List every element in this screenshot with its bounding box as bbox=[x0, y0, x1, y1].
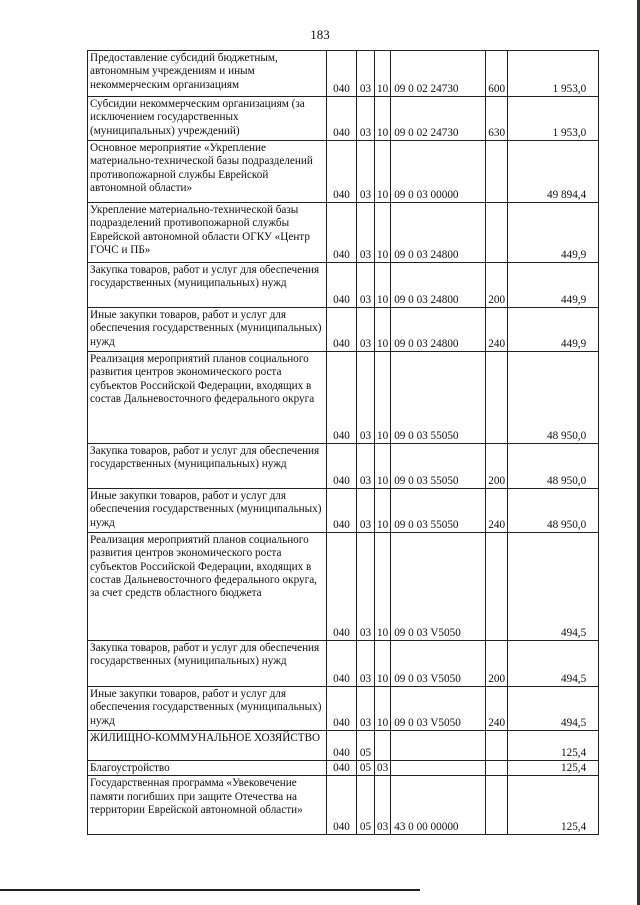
ministry-code: 040 bbox=[327, 489, 357, 533]
subsection-code: 10 bbox=[375, 352, 391, 444]
amount: 125,4 bbox=[508, 731, 599, 761]
program-code bbox=[391, 761, 486, 776]
amount: 449,9 bbox=[508, 263, 599, 308]
amount: 49 894,4 bbox=[508, 141, 599, 203]
table-row bbox=[88, 141, 599, 203]
amount: 1 953,0 bbox=[508, 51, 599, 97]
amount: 494,5 bbox=[508, 687, 599, 731]
page-number: 183 bbox=[310, 27, 330, 42]
row-name: Иные закупки товаров, работ и услуг для обеспечения государственных (муниципальных) нужд bbox=[88, 687, 327, 731]
row-name: Укрепление материально-технической базы подразделений противопожарной службы Еврейской автономной области ОГКУ «Центр ГОЧС и ПБ» bbox=[88, 203, 327, 263]
expense-type-code: 600 bbox=[486, 51, 508, 97]
ministry-code: 040 bbox=[327, 97, 357, 141]
section-code: 03 bbox=[357, 489, 375, 533]
expense-type-code: 240 bbox=[486, 489, 508, 533]
section-code: 03 bbox=[357, 641, 375, 687]
section-code: 05 bbox=[357, 776, 375, 835]
subsection-code: 10 bbox=[375, 263, 391, 308]
bottom-rule bbox=[0, 889, 420, 891]
amount: 494,5 bbox=[508, 533, 599, 641]
section-code: 03 bbox=[357, 203, 375, 263]
amount: 48 950,0 bbox=[508, 444, 599, 489]
ministry-code: 040 bbox=[327, 203, 357, 263]
expense-type-code: 200 bbox=[486, 641, 508, 687]
program-code: 09 0 03 V5050 bbox=[391, 533, 486, 641]
subsection-code: 10 bbox=[375, 308, 391, 352]
ministry-code: 040 bbox=[327, 533, 357, 641]
ministry-code: 040 bbox=[327, 352, 357, 444]
ministry-code: 040 bbox=[327, 776, 357, 835]
row-name: ЖИЛИЩНО-КОММУНАЛЬНОЕ ХОЗЯЙСТВО bbox=[88, 731, 327, 761]
table-row bbox=[88, 489, 599, 533]
table-row bbox=[88, 731, 599, 761]
subsection-code: 10 bbox=[375, 489, 391, 533]
row-name: Предоставление субсидий бюджетным, автономным учреждениям и иным некоммерческим организациям bbox=[88, 51, 327, 97]
row-name: Иные закупки товаров, работ и услуг для обеспечения государственных (муниципальных) нужд bbox=[88, 308, 327, 352]
amount: 48 950,0 bbox=[508, 352, 599, 444]
program-code: 43 0 00 00000 bbox=[391, 776, 486, 835]
section-code: 05 bbox=[357, 731, 375, 761]
program-code: 09 0 03 24800 bbox=[391, 308, 486, 352]
program-code: 09 0 03 V5050 bbox=[391, 641, 486, 687]
expense-type-code: 630 bbox=[486, 97, 508, 141]
expense-type-code bbox=[486, 203, 508, 263]
subsection-code: 03 bbox=[375, 761, 391, 776]
ministry-code: 040 bbox=[327, 731, 357, 761]
subsection-code: 10 bbox=[375, 687, 391, 731]
expense-type-code bbox=[486, 141, 508, 203]
table-row bbox=[88, 51, 599, 97]
subsection-code: 10 bbox=[375, 141, 391, 203]
ministry-code: 040 bbox=[327, 51, 357, 97]
amount: 48 950,0 bbox=[508, 489, 599, 533]
row-name: Закупка товаров, работ и услуг для обеспечения государственных (муниципальных) нужд bbox=[88, 641, 327, 687]
table-row bbox=[88, 352, 599, 444]
table-row bbox=[88, 641, 599, 687]
ministry-code: 040 bbox=[327, 141, 357, 203]
program-code bbox=[391, 731, 486, 761]
row-name: Закупка товаров, работ и услуг для обеспечения государственных (муниципальных) нужд bbox=[88, 444, 327, 489]
amount: 494,5 bbox=[508, 641, 599, 687]
expense-type-code bbox=[486, 352, 508, 444]
table-row bbox=[88, 533, 599, 641]
section-code: 03 bbox=[357, 97, 375, 141]
table-body bbox=[88, 51, 599, 835]
amount: 125,4 bbox=[508, 776, 599, 835]
expense-type-code: 200 bbox=[486, 444, 508, 489]
row-name: Реализация мероприятий планов социального развития центров экономического роста субъектов Российской Федерации, входящих в состав Дальневосточного федерального округа, за счет средств областного бюджета bbox=[88, 533, 327, 641]
subsection-code: 03 bbox=[375, 776, 391, 835]
row-name: Реализация мероприятий планов социального развития центров экономического роста субъектов Российской Федерации, входящих в состав Дальневосточного федерального округа bbox=[88, 352, 327, 444]
program-code: 09 0 03 00000 bbox=[391, 141, 486, 203]
subsection-code: 10 bbox=[375, 533, 391, 641]
program-code: 09 0 02 24730 bbox=[391, 97, 486, 141]
table-row bbox=[88, 444, 599, 489]
expense-type-code bbox=[486, 776, 508, 835]
amount: 449,9 bbox=[508, 308, 599, 352]
amount: 449,9 bbox=[508, 203, 599, 263]
amount: 125,4 bbox=[508, 761, 599, 776]
section-code: 03 bbox=[357, 141, 375, 203]
program-code: 09 0 03 55050 bbox=[391, 352, 486, 444]
ministry-code: 040 bbox=[327, 444, 357, 489]
ministry-code: 040 bbox=[327, 687, 357, 731]
section-code: 03 bbox=[357, 533, 375, 641]
amount: 1 953,0 bbox=[508, 97, 599, 141]
expense-type-code: 240 bbox=[486, 687, 508, 731]
subsection-code: 10 bbox=[375, 51, 391, 97]
expense-type-code: 240 bbox=[486, 308, 508, 352]
section-code: 03 bbox=[357, 687, 375, 731]
section-code: 05 bbox=[357, 761, 375, 776]
row-name: Иные закупки товаров, работ и услуг для обеспечения государственных (муниципальных) нужд bbox=[88, 489, 327, 533]
subsection-code bbox=[375, 731, 391, 761]
section-code: 03 bbox=[357, 51, 375, 97]
table-row bbox=[88, 263, 599, 308]
subsection-code: 10 bbox=[375, 444, 391, 489]
section-code: 03 bbox=[357, 444, 375, 489]
row-name: Основное мероприятие «Укрепление материально-технической базы подразделений противопожарной службы Еврейской автономной области» bbox=[88, 141, 327, 203]
table-row bbox=[88, 776, 599, 835]
expense-type-code bbox=[486, 761, 508, 776]
row-name: Субсидии некоммерческим организациям (за исключением государственных (муниципальных) учреждений) bbox=[88, 97, 327, 141]
program-code: 09 0 03 55050 bbox=[391, 444, 486, 489]
ministry-code: 040 bbox=[327, 308, 357, 352]
expense-type-code bbox=[486, 731, 508, 761]
program-code: 09 0 03 55050 bbox=[391, 489, 486, 533]
subsection-code: 10 bbox=[375, 203, 391, 263]
section-code: 03 bbox=[357, 308, 375, 352]
row-name: Государственная программа «Увековечение памяти погибших при защите Отечества на территории Еврейской автономной области» bbox=[88, 776, 327, 835]
table-row bbox=[88, 97, 599, 141]
ministry-code: 040 bbox=[327, 761, 357, 776]
expense-type-code bbox=[486, 533, 508, 641]
table-row bbox=[88, 687, 599, 731]
subsection-code: 10 bbox=[375, 641, 391, 687]
row-name: Закупка товаров, работ и услуг для обеспечения государственных (муниципальных) нужд bbox=[88, 263, 327, 308]
section-code: 03 bbox=[357, 352, 375, 444]
program-code: 09 0 02 24730 bbox=[391, 51, 486, 97]
program-code: 09 0 03 24800 bbox=[391, 263, 486, 308]
expense-type-code: 200 bbox=[486, 263, 508, 308]
program-code: 09 0 03 24800 bbox=[391, 203, 486, 263]
table-row bbox=[88, 761, 599, 776]
table-row bbox=[88, 308, 599, 352]
budget-table bbox=[87, 50, 599, 835]
table-row bbox=[88, 203, 599, 263]
ministry-code: 040 bbox=[327, 641, 357, 687]
ministry-code: 040 bbox=[327, 263, 357, 308]
program-code: 09 0 03 V5050 bbox=[391, 687, 486, 731]
row-name: Благоустройство bbox=[88, 761, 327, 776]
subsection-code: 10 bbox=[375, 97, 391, 141]
section-code: 03 bbox=[357, 263, 375, 308]
